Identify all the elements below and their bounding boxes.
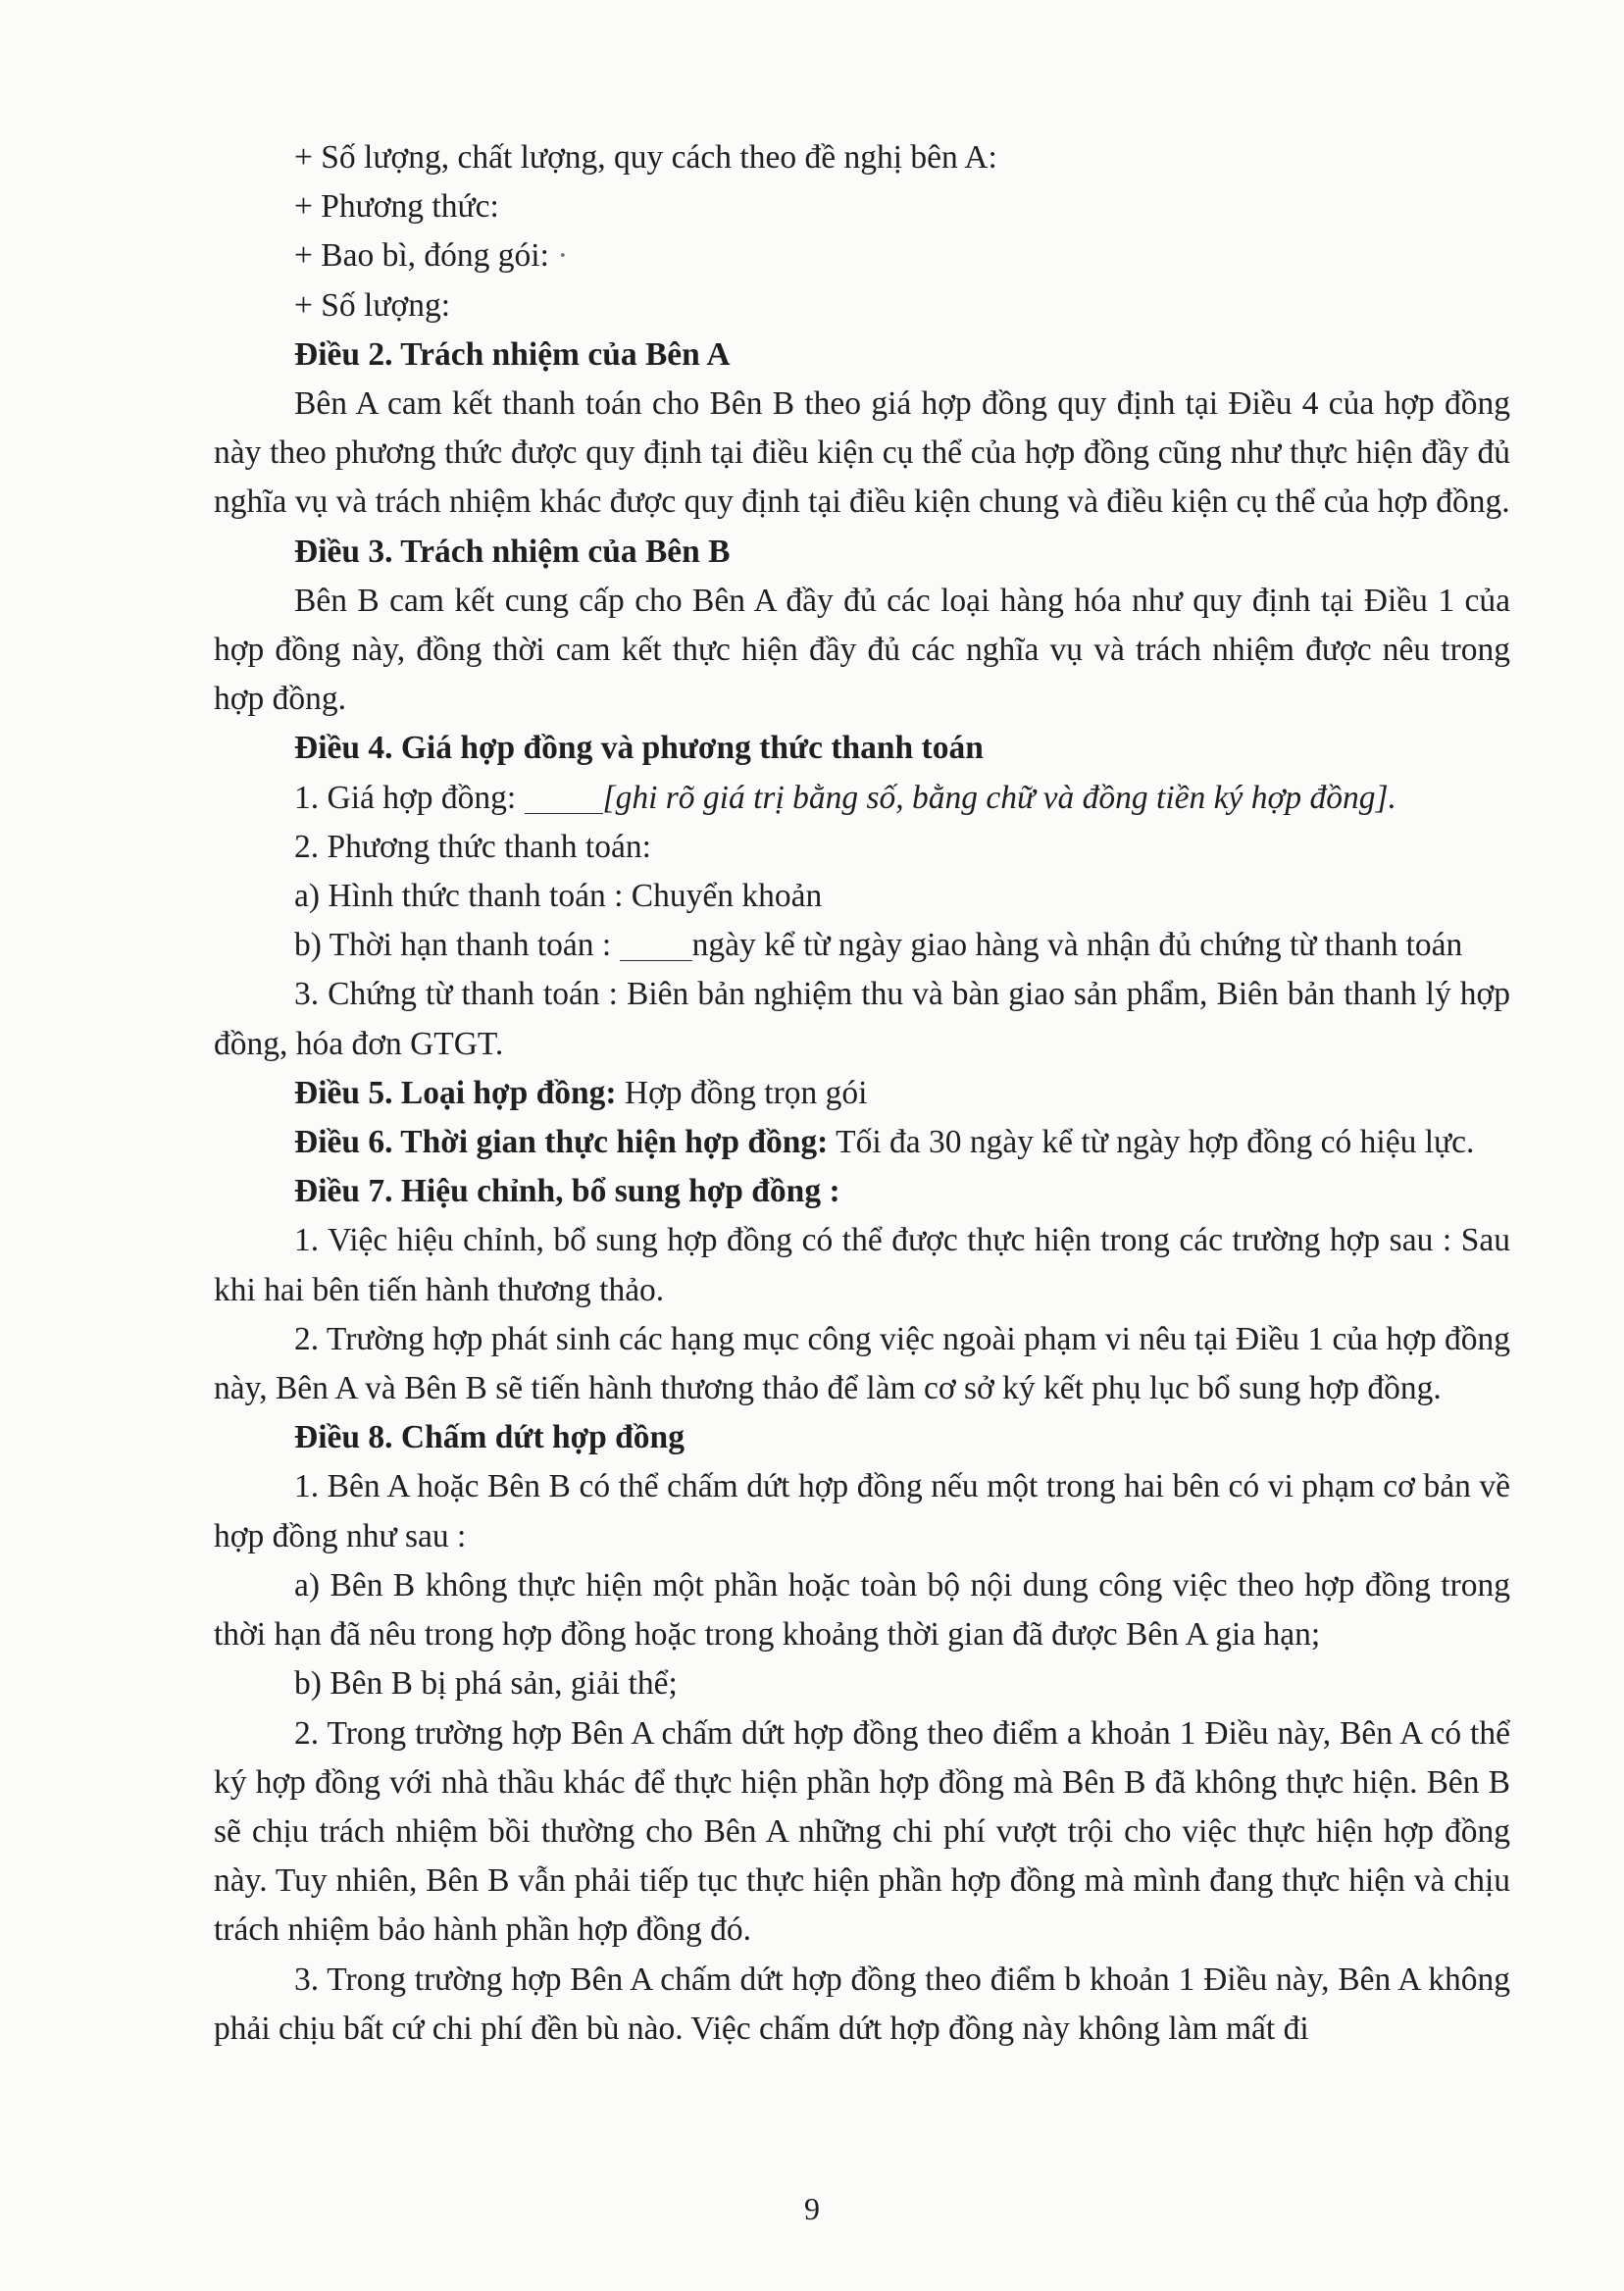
article-4-payment-documents: 3. Chứng từ thanh toán : Biên bản nghiệm thu và bàn giao sản phẩm, Biên bản thanh lý hợp đồng, hóa đơn GTGT. (214, 976, 1510, 1062)
payment-term-label: b) Thời hạn thanh toán : (294, 927, 620, 964)
article-6-label: Điều 6. Thời gian thực hiện hợp đồng: (294, 1124, 829, 1161)
article-7-heading: Điều 7. Hiệu chỉnh, bổ sung hợp đồng : (294, 1173, 840, 1210)
article-4-heading: Điều 4. Giá hợp đồng và phương thức thanh toán (294, 730, 984, 767)
document-body (214, 133, 1510, 2054)
list-item-quantity: + Số lượng: (294, 286, 451, 324)
article-4-payment-form: a) Hình thức thanh toán : Chuyển khoản (294, 878, 823, 915)
payment-term-text: ngày kể từ ngày giao hàng và nhận đủ chứng từ thanh toán (691, 927, 1463, 964)
article-8-clause-1b: b) Bên B bị phá sản, giải thể; (294, 1665, 678, 1703)
list-item-packaging (214, 231, 1510, 280)
contract-price-instruction: [ghi rõ giá trị bằng số, bằng chữ và đồng tiền ký hợp đồng]. (602, 779, 1396, 816)
article-8-clause-3: 3. Trong trường hợp Bên A chấm dứt hợp đồng theo điểm b khoản 1 Điều này, Bên A không phải chịu bất cứ chi phí đền bù nào. Việc chấm dứt hợp đồng này không làm mất đi (214, 1960, 1510, 2047)
contract-price-blank (525, 778, 603, 813)
list-item-quantity-quality: + Số lượng, chất lượng, quy cách theo đề nghị bên A: (294, 139, 997, 176)
article-4-payment-method: 2. Phương thức thanh toán: (294, 828, 651, 865)
article-5-label: Điều 5. Loại hợp đồng: (294, 1074, 617, 1111)
article-2-body: Bên A cam kết thanh toán cho Bên B theo giá hợp đồng quy định tại Điều 4 của hợp đồng này theo phương thức được quy định tại điều kiện cụ thể của hợp đồng cũng như thực hiện đầy đủ nghĩa vụ và trách nhiệm khác được quy định tại điều kiện chung và điều kiện cụ thể của hợp đồng. (214, 385, 1510, 521)
article-5 (214, 1069, 1510, 1118)
article-6 (214, 1118, 1510, 1167)
article-5-value: Hợp đồng trọn gói (616, 1074, 868, 1111)
article-3-body: Bên B cam kết cung cấp cho Bên A đầy đủ các loại hàng hóa như quy định tại Điều 1 của hợp đồng này, đồng thời cam kết thực hiện đầy đủ các nghĩa vụ và trách nhiệm được nêu trong hợp đồng. (214, 582, 1510, 718)
article-8-clause-1a: a) Bên B không thực hiện một phần hoặc toàn bộ nội dung công việc theo hợp đồng trong thời hạn đã nêu trong hợp đồng hoặc trong khoảng thời gian đã được Bên A gia hạn; (214, 1566, 1510, 1654)
page-number: 9 (804, 2191, 820, 2226)
article-7-clause-2: 2. Trường hợp phát sinh các hạng mục công việc ngoài phạm vi nêu tại Điều 1 của hợp đồng này, Bên A và Bên B sẽ tiến hành thương thảo để làm cơ sở ký kết phụ lục bổ sung hợp đồng. (214, 1320, 1510, 1407)
article-8-clause-1: 1. Bên A hoặc Bên B có thể chấm dứt hợp đồng nếu một trong hai bên có vi phạm cơ bản về hợp đồng như sau : (214, 1468, 1510, 1554)
list-item-packaging-text: + Bao bì, đóng gói: (294, 237, 549, 275)
article-4-payment-term (214, 921, 1510, 970)
article-8-clause-2: 2. Trong trường hợp Bên A chấm dứt hợp đồng theo điểm a khoản 1 Điều này, Bên A có thể ký hợp đồng với nhà thầu khác để thực hiện phần hợp đồng mà Bên B đã không thực hiện. Bên B sẽ chịu trách nhiệm bồi thường cho Bên A những chi phí vượt trội cho việc thực hiện hợp đồng này. Tuy nhiên, Bên B vẫn phải tiếp tục thực hiện phần hợp đồng mà mình đang thực hiện và chịu trách nhiệm bảo hành phần hợp đồng đó. (214, 1714, 1510, 1949)
article-2-heading: Điều 2. Trách nhiệm của Bên A (294, 335, 731, 373)
article-8-heading: Điều 8. Chấm dứt hợp đồng (294, 1419, 685, 1456)
stray-mark: · (557, 237, 569, 275)
article-4-contract-price (214, 774, 1510, 823)
article-3-heading: Điều 3. Trách nhiệm của Bên B (294, 533, 731, 570)
list-item-method: + Phương thức: (294, 188, 499, 226)
article-6-value: Tối đa 30 ngày kể từ ngày hợp đồng có hiệu lực. (828, 1124, 1475, 1161)
article-7-clause-1: 1. Việc hiệu chỉnh, bổ sung hợp đồng có thể được thực hiện trong các trường hợp sau : Sau khi hai bên tiến hành thương thảo. (214, 1222, 1510, 1308)
payment-term-blank (620, 926, 692, 961)
contract-price-label: 1. Giá hợp đồng: (294, 779, 525, 816)
